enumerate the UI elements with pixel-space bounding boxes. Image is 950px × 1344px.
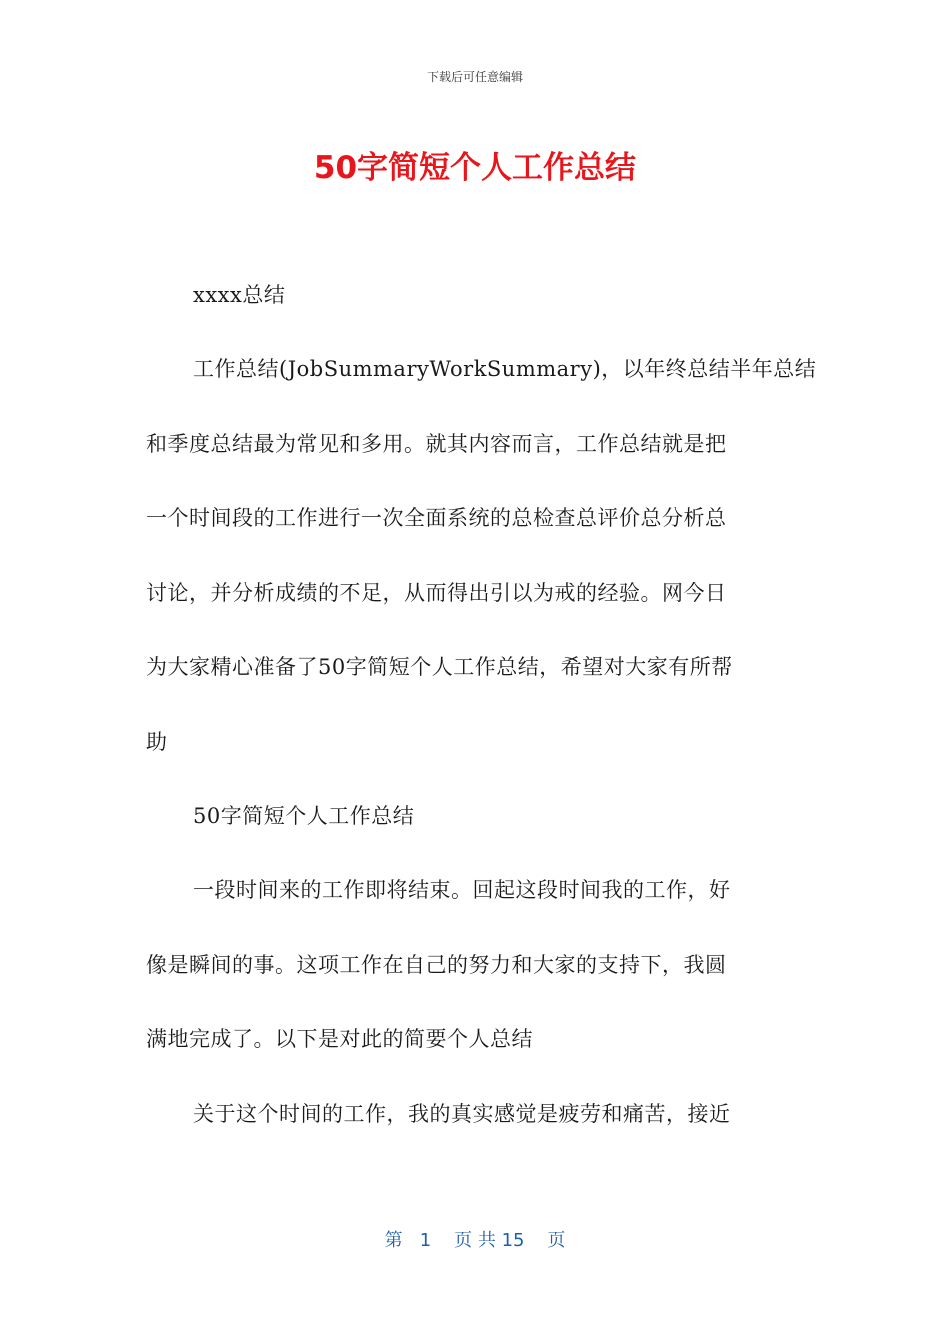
paragraph-line: 助 bbox=[146, 729, 168, 754]
paragraph-5 bbox=[146, 1077, 806, 1152]
paragraph-line: 关于这个时间的工作，我的真实感觉是疲劳和痛苦，接近 bbox=[193, 1102, 731, 1126]
paragraph-line: 和季度总结最为常见和多用。就其内容而言，工作总结就是把 bbox=[146, 431, 727, 456]
footer-total-pages: 15 bbox=[501, 1230, 525, 1251]
paragraph-line: 50字简短个人工作总结 bbox=[193, 804, 415, 828]
footer-suffix: 页 bbox=[547, 1230, 566, 1251]
header-note: 下载后可任意编辑 bbox=[426, 70, 523, 84]
paragraph-line: 一段时间来的工作即将结束。回起这段时间我的工作，好 bbox=[193, 878, 731, 902]
page-footer bbox=[0, 1226, 950, 1252]
paragraph-line: 像是瞬间的事。这项工作在自己的努力和大家的支持下，我圆 bbox=[146, 952, 727, 977]
paragraph-line: 工作总结(JobSummaryWorkSummary)，以年终总结半年总结 bbox=[193, 357, 817, 381]
paragraph-line: 为大家精心准备了50字简短个人工作总结，希望对大家有所帮 bbox=[146, 655, 733, 679]
paragraph-4 bbox=[146, 853, 806, 1077]
paragraph-2 bbox=[146, 332, 817, 779]
paragraph-line: xxxx总结 bbox=[193, 283, 286, 307]
footer-prefix: 第 bbox=[384, 1230, 403, 1251]
paragraph-3 bbox=[146, 779, 806, 854]
footer-middle: 页 共 bbox=[454, 1230, 496, 1251]
footer-page-number: 1 bbox=[419, 1230, 432, 1251]
document-title: 50字简短个人工作总结 bbox=[313, 150, 637, 186]
paragraph-line: 讨论，并分析成绩的不足，从而得出引以为戒的经验。网今日 bbox=[146, 580, 727, 605]
paragraph-line: 满地完成了。以下是对此的简要个人总结 bbox=[146, 1027, 533, 1051]
paragraph-1 bbox=[146, 258, 806, 333]
paragraph-line: 一个时间段的工作进行一次全面系统的总检查总评价总分析总 bbox=[146, 506, 727, 530]
